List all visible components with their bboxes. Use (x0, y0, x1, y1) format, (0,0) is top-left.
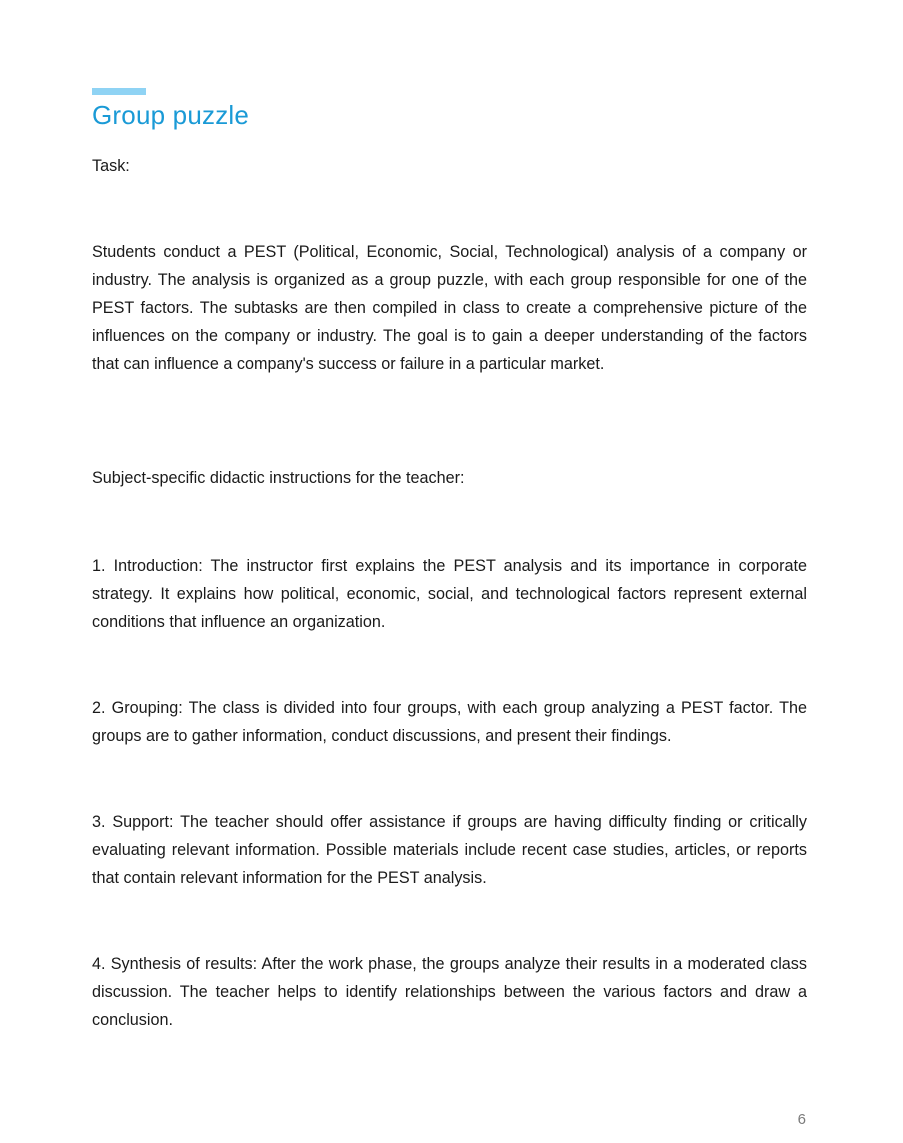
task-label: Task: (92, 157, 130, 175)
step-introduction: 1. Introduction: The instructor first explains the PEST analysis and its importance in corporate strategy. It explains how political, economic, social, and technological factors represent external conditions that influence an organization. (92, 557, 807, 631)
page-number: 6 (797, 1111, 806, 1128)
step-synthesis: 4. Synthesis of results: After the work phase, the groups analyze their results in a moderated class discussion. The teacher helps to identify relationships between the various factors and draw a conclusion. (92, 955, 807, 1029)
title-accent-bar (92, 88, 146, 95)
task-description: Students conduct a PEST (Political, Economic, Social, Technological) analysis of a company or industry. The analysis is organized as a group puzzle, with each group responsible for one of the PEST factors. The subtasks are then compiled in class to create a comprehensive picture of the influences on the company or industry. The goal is to gain a deeper understanding of the factors that can influence a company's success or failure in a particular market. (92, 243, 807, 373)
step-grouping: 2. Grouping: The class is divided into four groups, with each group analyzing a PEST factor. The groups are to gather information, conduct discussions, and present their findings. (92, 699, 807, 745)
step-support: 3. Support: The teacher should offer assistance if groups are having difficulty finding or critically evaluating relevant information. Possible materials include recent case studies, articles, or reports that contain relevant information for the PEST analysis. (92, 813, 807, 887)
page-title: Group puzzle (92, 100, 250, 130)
instructions-label: Subject-specific didactic instructions for the teacher: (92, 469, 465, 487)
